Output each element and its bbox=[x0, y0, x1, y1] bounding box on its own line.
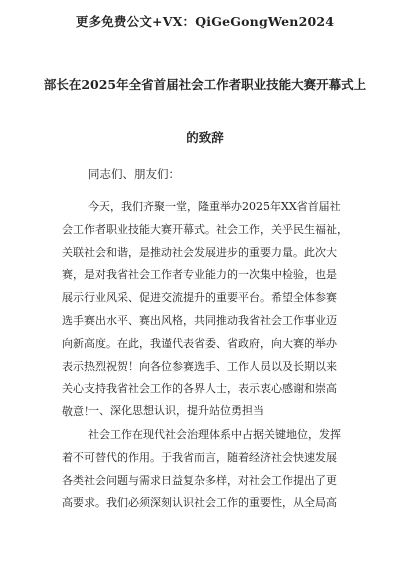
watermark-header: 更多免费公文+VX：QiGeGongWen2024 bbox=[75, 14, 335, 29]
paragraph-2 bbox=[62, 424, 352, 515]
paragraph-1-line: 关心支持我省社会工作的各界人士，表示衷心感谢和崇高 bbox=[62, 382, 337, 396]
paragraph-1-line: 关联社会和谐，是推动社会发展进步的重要力量。此次大 bbox=[62, 245, 337, 259]
document-title-line-2: 的致辞 bbox=[186, 130, 224, 145]
paragraph-1 bbox=[62, 196, 352, 424]
paragraph-2-line: 高要求。我们必须深刻认识社会工作的重要性，从全局高 bbox=[62, 496, 337, 510]
paragraph-1-line: 展示行业风采、促进交流提升的重要平台。希望全体参赛 bbox=[62, 291, 337, 305]
paragraph-2-line: 各类社会问题与需求日益复杂多样，对社会工作提出了更 bbox=[62, 473, 337, 487]
paragraph-1-line: 选手赛出水平、赛出风格，共同推动我省社会工作事业迈 bbox=[62, 313, 337, 327]
paragraph-1-line: 今天，我们齐聚一堂，隆重举办2025年XX省首届社 bbox=[88, 200, 341, 213]
paragraph-2-line: 社会工作在现代社会治理体系中占据关键地位，发挥 bbox=[88, 428, 341, 441]
paragraph-2-line: 着不可替代的作用。于我省而言，随着经济社会快速发展 bbox=[62, 450, 337, 464]
paragraph-1-line: 会工作者职业技能大赛开幕式。社会工作，关乎民生福祉， bbox=[62, 222, 348, 236]
paragraph-1-line: 赛，是对我省社会工作者专业能力的一次集中检验，也是 bbox=[62, 268, 337, 282]
paragraph-1-line: 敬意！ bbox=[62, 405, 95, 419]
salutation: 同志们、朋友们： bbox=[88, 167, 180, 181]
paragraph-1-line: 表示热烈祝贺！向各位参赛选手、工作人员以及长期以来 bbox=[62, 359, 337, 373]
section-heading-1: 一、深化思想认识，提升站位勇担当 bbox=[88, 404, 264, 417]
paragraph-1-line: 向新高度。在此，我谨代表省委、省政府，向大赛的举办 bbox=[62, 336, 337, 350]
document-title-line-1: 部长在2025年全省首届社会工作者职业技能大赛开幕式上 bbox=[43, 77, 367, 92]
